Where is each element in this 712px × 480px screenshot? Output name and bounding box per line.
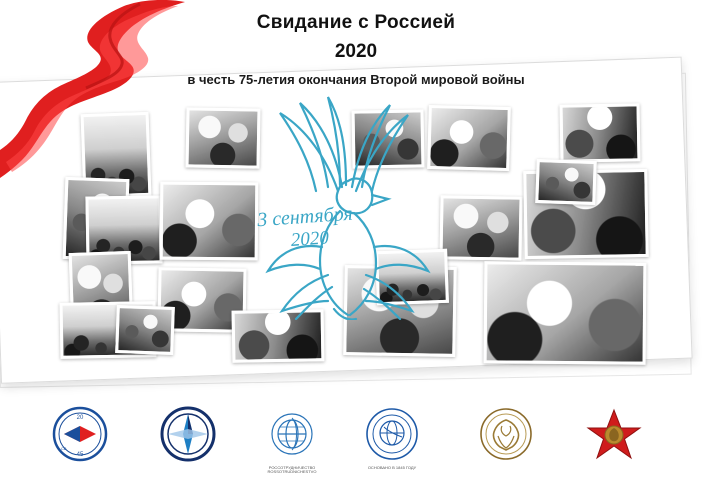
- page-title: Свидание с Россией: [256, 12, 456, 33]
- photo-image: [118, 308, 171, 352]
- svg-text:СВ: СВ: [61, 446, 67, 451]
- collage-photo: [535, 159, 596, 205]
- photo-image: [538, 162, 593, 202]
- logo-caption-bottom: ROSSOTRUDNICHESTVO: [267, 469, 317, 475]
- photo-image: [442, 198, 519, 257]
- photo-image: [487, 264, 644, 361]
- photo-image: [430, 108, 507, 168]
- logo-compass[interactable]: [160, 406, 216, 462]
- logo-caption-top: РОССОТРУДНИЧЕСТВО: [268, 465, 316, 470]
- logo-vostok[interactable]: [52, 406, 108, 462]
- logo-caption: [364, 466, 420, 470]
- logo-rgo[interactable]: [364, 406, 420, 470]
- collage-photo: [484, 261, 647, 364]
- collage-photo: [560, 103, 641, 162]
- poster-year: 2020: [334, 41, 378, 62]
- logo-caption-bottom: ОСНОВАНО В 1845 ГОДУ: [367, 465, 417, 470]
- poster-header: [0, 12, 712, 87]
- logo-eagle[interactable]: [478, 406, 534, 462]
- logo-rossotrudnichestvo[interactable]: [264, 406, 320, 475]
- logo-red-star[interactable]: [586, 406, 642, 462]
- emblem-date-line1: 3 сентября: [256, 202, 354, 232]
- collage-photo: [115, 305, 175, 355]
- collage-photo: [427, 105, 511, 171]
- poster-subtitle: в честь 75-летия окончания Второй мировой войны: [187, 72, 525, 87]
- svg-text:45: 45: [76, 452, 84, 458]
- collage-photo: [439, 195, 522, 260]
- emblem-date-line2: 2020: [290, 227, 330, 251]
- photo-image: [563, 106, 638, 159]
- svg-text:20: 20: [76, 415, 84, 421]
- logo-caption: [264, 466, 320, 475]
- sponsor-logos-strip: [0, 400, 712, 475]
